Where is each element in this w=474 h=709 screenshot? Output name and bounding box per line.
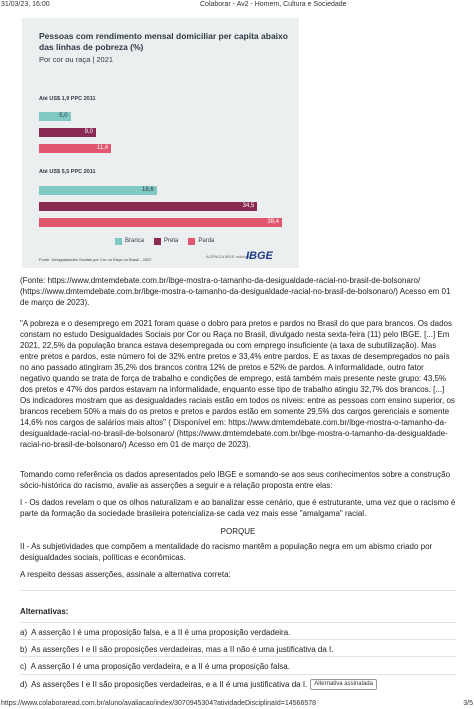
- bar-value: 11,4: [96, 145, 109, 151]
- legend-label: Preta: [164, 238, 179, 244]
- infographic-subtitle: Por cor ou raça | 2021: [39, 55, 114, 64]
- legend-item-parda: [188, 238, 214, 245]
- alternative-letter: c): [20, 662, 27, 671]
- group-label-1: Até US$ 1,9 PPC 2011: [39, 96, 96, 102]
- alternatives-heading: Alternativas:: [20, 607, 69, 616]
- agencia-ibge-logo: AGÊNCIA IBGE notícias: [206, 254, 250, 259]
- infographic-source: Fonte: Desigualdades Sociais por Cor ou Raça no Brasil - 2022: [39, 257, 152, 262]
- bar-value: 9,0: [84, 129, 93, 135]
- bar-parda-1: [39, 144, 111, 153]
- bar-value: 18,6: [142, 187, 154, 193]
- bar-value: 34,5: [242, 203, 255, 209]
- print-header: [0, 0, 474, 12]
- legend-swatch: [188, 238, 195, 245]
- alternative-a[interactable]: [20, 622, 456, 636]
- alternative-letter: b): [20, 645, 28, 654]
- print-title: Colaborar - Av2 - Homem, Cultura e Sociedade: [200, 1, 347, 8]
- bar-value: 5,0: [59, 113, 68, 119]
- legend-item-branca: [115, 238, 144, 245]
- ibge-logo: IBGE: [246, 250, 273, 262]
- alternative-d[interactable]: [20, 674, 456, 688]
- alternative-b[interactable]: [20, 639, 456, 653]
- instruction-text: Tomando como referência os dados apresentados pelo IBGE e somando-se aos seus conhecimentos sobre a construção sócio-histórica do racismo, avalie as asserções a seguir e a relação proposta entre elas:: [20, 470, 451, 490]
- assertion-2: II - As subjetividades que compõem a mentalidade do racismo mantêm a população negra em um abismo criado por desigualdades sociais, políticas e econômicas.: [20, 542, 433, 562]
- quote-paragraph: "A pobreza e o desemprego em 2021 foram quase o dobro para pretos e pardos no Brasil do que para brancos. Os dados constam no estudo Desigualdades Sociais por Cor ou Raça no Brasil, divulgado nesta sexta-feira (11) pelo IBGE. [...] Em 2021, 22,5% da população branca estava desempregada ou com emprego insuficiente (a taxa de subutilização). Mas entre pretos e pardos, este número foi de 32% entre pretos e 33,4% entre pardos. E as taxas de desempregados no país no ano passado atingiram 35,2% dos brancos contra 12% de pretos e 52% de pardos. A informalidade, outro fator negativo quando se trata de força de trabalho e condições de emprego, está também mais presente neste grupo: 43,5% dos pretos e 47% dos pardos estavam na informalidade, enquanto esse tipo de trabalho atingiu 32,7% dos brancos. [...] Os indicadores mostram que as desigualdades raciais estão em todos os níveis: entre as pessoas com ensino superior, os brancos recebem 50% a mais do os pretos e pretos e pardos estão em somente 29,5% dos cargos gerenciais e somente 14,6% nos cargos de salários mais altos" ( Disponível em: https://www.dmtemdebate.com.br/ibge-mostra-o-tamanho-da-desigualdade-racial-no-brasil-de-bolsonaro/ (https://www.dmtemdebate.com.br/ibge-mostra-o-tamanho-da-desigualdade-racial-no-brasil-de-bolsonaro/) Acesso em 01 de março de 2023).: [20, 319, 455, 449]
- alternative-letter: d): [20, 680, 28, 689]
- group-label-2: Até US$ 5,5 PPC 2011: [39, 169, 96, 175]
- ibge-infographic: [22, 18, 299, 268]
- bar-branca-1: [39, 112, 71, 121]
- bar-value: 38,4: [267, 219, 279, 225]
- legend-swatch: [154, 238, 161, 245]
- legend-label: Branca: [125, 238, 145, 244]
- print-url: https://www.colaboraread.com.br/aluno/avaliacao/index/3070945304?atividadeDisciplinaId=14566578: [1, 700, 317, 707]
- alternative-text: As asserções I e II são proposições verdadeiras, mas a II não é uma justificativa da I.: [31, 645, 334, 654]
- infographic-title: Pessoas com rendimento mensal domiciliar per capita abaixo das linhas de pobreza (%): [39, 31, 288, 52]
- legend-swatch: [115, 238, 122, 245]
- source-citation: (Fonte: https://www.dmtemdebate.com.br/ibge-mostra-o-tamanho-da-desigualdade-racial-no-brasil-de-bolsonaro/ (https://www.dmtemdebate.com.br/ibge-mostra-o-tamanho-da-desigualdade-racial-no-brasil-de-bolsonaro/) Acesso em 01 de março de 2023).: [20, 276, 451, 307]
- divider: [20, 590, 456, 591]
- legend-item-preta: [154, 238, 178, 245]
- print-footer: [0, 699, 474, 709]
- assertion-1: I - Os dados revelam o que os olhos naturalizam e ao banalizar esse cenário, que é estruturante, uma vez que o racismo é parte da formação da sociedade brasileira potencializa-se cada vez mais esse "amalgama" racial.: [20, 498, 456, 518]
- print-date: 31/03/23, 16:00: [1, 1, 50, 8]
- porque-label: PORQUE: [220, 527, 256, 536]
- bar-preta-2: [39, 202, 257, 211]
- alternative-letter: a): [20, 628, 28, 637]
- bar-preta-1: [39, 128, 96, 137]
- alternative-text: As asserções I e II são proposições verdadeiras, e a II é uma justificativa da I.: [31, 680, 308, 689]
- alternative-text: A asserção I é uma proposição falsa, e a II é uma proposição verdadeira.: [31, 628, 291, 637]
- question-prompt: A respeito dessas asserções, assinale a alternativa correta:: [20, 570, 231, 579]
- alternative-text: A asserção I é uma proposição verdadeira, e a II é uma proposição falsa.: [30, 662, 290, 671]
- legend: [115, 236, 224, 246]
- legend-label: Parda: [198, 238, 215, 244]
- bar-branca-2: [39, 186, 157, 195]
- alternative-c[interactable]: [20, 656, 456, 670]
- page-number: 3/5: [463, 700, 473, 707]
- bar-parda-2: [39, 218, 282, 227]
- selected-badge: Alternativa assinalada: [310, 679, 377, 690]
